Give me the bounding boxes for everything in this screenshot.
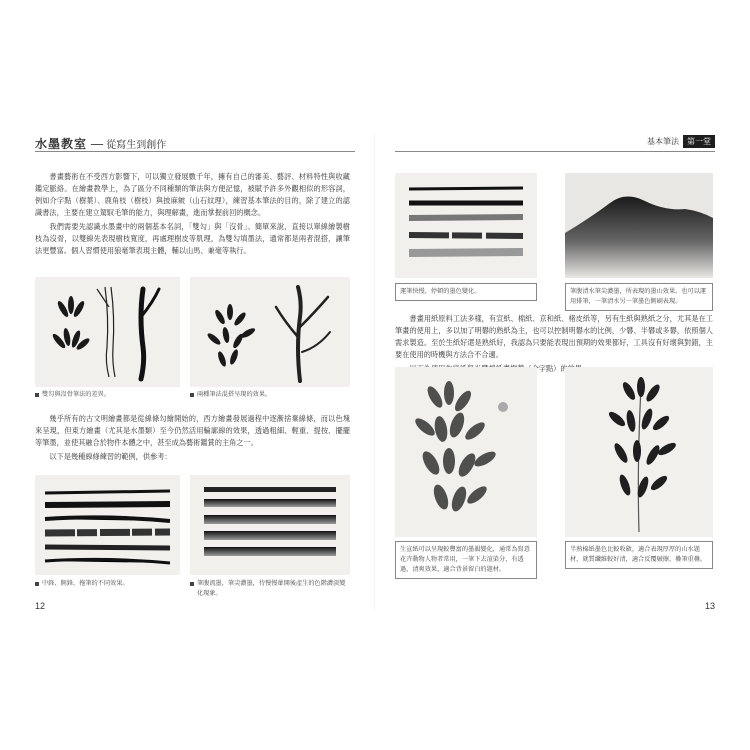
- caption-bullet-icon: [35, 582, 39, 586]
- paragraph: 書畫用紙原料工法多樣，有宣紙、棉紙、京和紙、楮皮紙等，另有生紙與熟紙之分，尤其是在工筆畫的使用上，多以加了明礬的熟紙為主，也可以控制明礬水的比例，少礬、半礬或多礬，依照個人需求製造。至於生紙好還是熟紙好，我認為只要能表現出預期的效果都好，工具沒有好壞與對錯，主要在使用的時機與方法合不合適。: [395, 314, 713, 359]
- figure-ink-illustration: [395, 173, 537, 278]
- chapter-tab: 第一堂: [683, 135, 715, 148]
- page-number: 12: [35, 601, 46, 611]
- header-rule: [35, 151, 355, 152]
- paper-text: [395, 313, 713, 375]
- figure-caption: [35, 579, 180, 589]
- book-brand: 水墨教室: [35, 137, 88, 151]
- caption-text: 雙勾與沒骨筆法的差異。: [42, 391, 111, 398]
- figure-outline-vs-boneless: [35, 277, 180, 387]
- caption-text: 筆腹流墨，筆尖濃墨，待慢慢暈開後產生的色階濃淡變化現象。: [197, 580, 346, 597]
- caption-text: 生宣紙可以呈現較豐富的墨韻變化，通常為寫意花卉動物人物者常用，一筆下去渲染分，有透過，清爽效果，適合背景留白的題材。: [400, 546, 530, 573]
- caption-text: 半熟棉紙墨色比較收斂，適合表現厚厚的山水題材，就質纖維較好清，適合反覆皴擦、疊筆重疊。: [570, 546, 707, 563]
- page-number: 13: [704, 601, 715, 611]
- figure-gradient-strokes: [190, 475, 350, 575]
- caption-bullet-icon: [190, 393, 194, 397]
- paragraph: 以下是幾種線條練習的範例，供參考：: [49, 452, 172, 461]
- figure-ink-illustration: [35, 277, 180, 387]
- figure-ink-mountain: [565, 173, 713, 278]
- figure-raw-paper-leaves: [395, 367, 537, 537]
- figure-caption: [35, 390, 180, 400]
- figure-caption: [190, 579, 350, 599]
- caption-text: 運筆快慢，停頓的墨色變化。: [400, 288, 481, 295]
- caption-bullet-icon: [35, 393, 39, 397]
- caption-text: 兩種筆法混搭呈現的效果。: [197, 391, 272, 398]
- figure-sized-paper-leaves: [565, 367, 713, 537]
- caption-bullet-icon: [190, 582, 194, 586]
- book-subtitle: ── 從寫生到創作: [91, 140, 167, 151]
- figure-ink-illustration: [190, 277, 350, 387]
- figure-caption: [190, 390, 350, 400]
- header-rule: [395, 151, 715, 152]
- figure-caption: [395, 541, 537, 579]
- right-page: [395, 135, 715, 610]
- figure-caption: [565, 541, 713, 569]
- intro-text: [35, 171, 350, 257]
- paragraph: 我們需要先認識水墨畫中的兩個基本名詞，「雙勾」與「沒骨」。簡單來說，直接以單線繪製樹枝為沒骨，以雙線先表現樹枝寬度，再處理樹皮等肌理，為雙勾填墨法，通常都是兩者混搭，讓筆法更豐富。個人習慣使用狼毫筆表現主體，輔以山馬、兼毫等執行。: [35, 222, 350, 255]
- figure-ink-illustration: [190, 475, 350, 575]
- figure-combined-strokes: [190, 277, 350, 387]
- figure-line-strokes: [35, 475, 180, 575]
- figure-speed-strokes: [395, 173, 537, 278]
- caption-text: 中鋒、側鋒、拖筆的不同效果。: [42, 580, 129, 587]
- figure-ink-illustration: [565, 173, 713, 278]
- figure-caption: [395, 283, 537, 301]
- body-text: [35, 413, 350, 463]
- caption-text: 筆腹清水筆尖濃墨，所表現的墨山效果。也可以運用排筆，一筆清水另一筆墨色側刷表現。: [570, 288, 707, 305]
- left-page: [35, 135, 355, 610]
- running-header-right: [647, 135, 715, 148]
- running-title: 基本筆法: [647, 137, 679, 146]
- figure-caption: [565, 283, 713, 311]
- paragraph: 書畫藝術在不受西方影響下，可以獨立發展數千年，擁有自己的審美、藝評、材料特性與收藏鑑定脈絡。在繪畫教學上，為了區分不同種類的筆法與方便記憶，被賦予許多外觀相似的形容詞，例如介字點（樹葉）、鹿角枝（樹枝）與披麻皴（山石紋理），練習基本筆法的目的，除了建立的認識書法，主要在建立駕馭毛筆的能力，與理解畫，進而掌握前回的概念。: [35, 172, 350, 217]
- book-spine: [374, 135, 376, 610]
- running-header-left: [35, 135, 166, 152]
- paragraph: 幾乎所有的古文明繪畫都是從線條勾繪開始的，西方繪畫發展過程中逐漸捨棄線條，而以色塊來呈現，但東方繪畫（尤其是水墨類）至今仍然活用輪廓線的效果，透過粗細、輕重、提按、擺擺等筆墨，並使其融合於物件本體之中，甚至成為藝術鑑賞的主角之一。: [35, 414, 350, 447]
- figure-ink-illustration: [395, 367, 537, 537]
- figure-ink-illustration: [565, 367, 713, 537]
- figure-ink-illustration: [35, 475, 180, 575]
